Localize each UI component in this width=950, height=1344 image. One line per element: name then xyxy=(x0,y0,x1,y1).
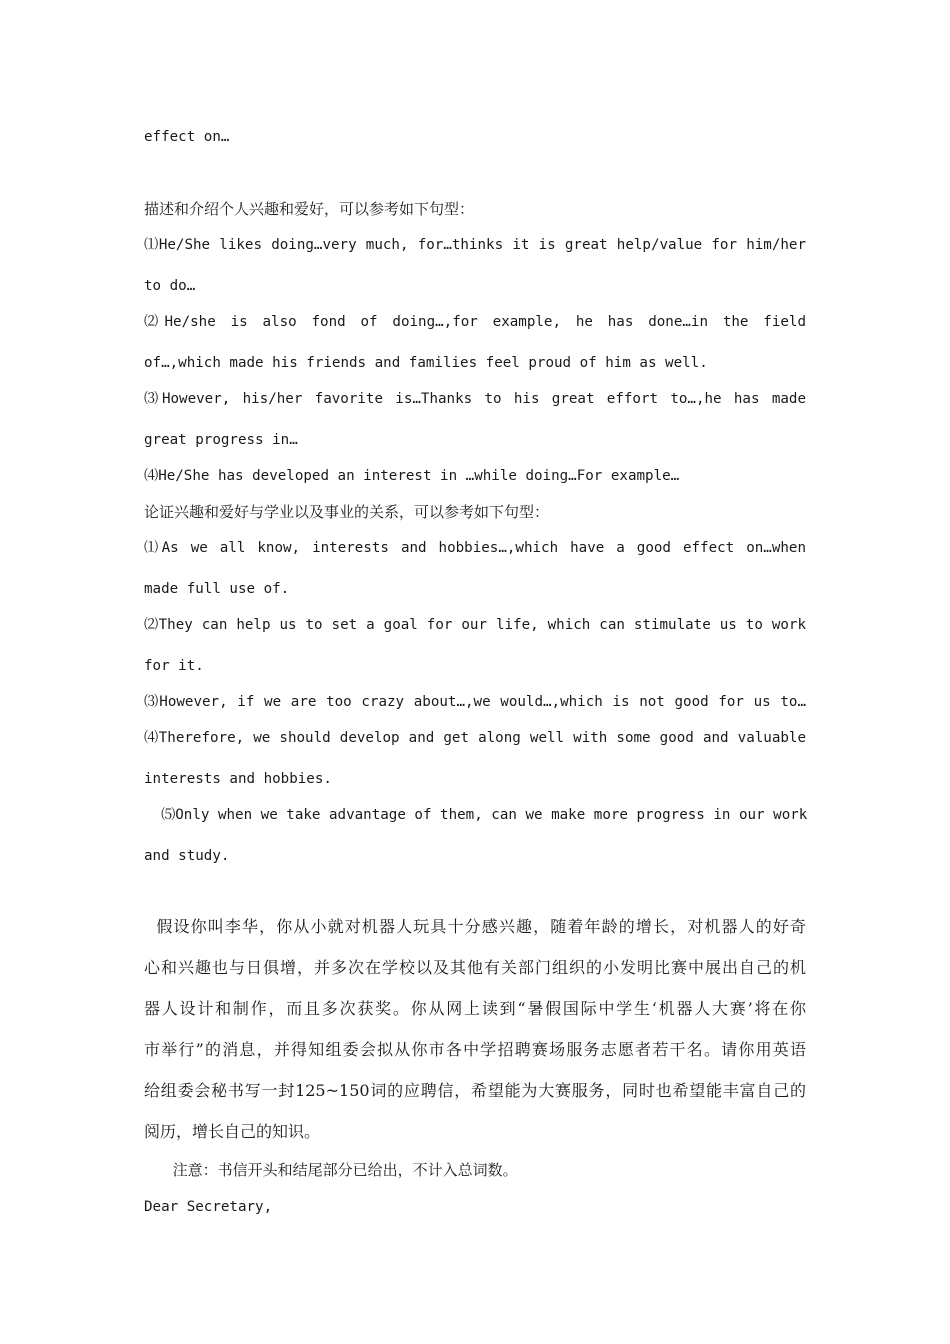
task-line-3: 器人设计和制作，而且多次获奖。你从网上读到“暑假国际中学生‘机器人大赛’将在你 xyxy=(144,999,806,1018)
section1-item3-line2: great progress in… xyxy=(144,432,298,448)
section2-item5-line2: and study. xyxy=(144,848,230,864)
section2-item4-line2: interests and hobbies. xyxy=(144,771,332,787)
section1-item2-line1: ⑵He/she is also fond of doing…,for example, he has done…in the field xyxy=(144,314,806,330)
section2-item3: ⑶However, if we are too crazy about…,we would…,which is not good for us to… xyxy=(144,694,807,710)
section2-item1-line1: ⑴As we all know, interests and hobbies…,which have a good effect on…when xyxy=(144,540,806,556)
section1-item3-line1: ⑶However, his/her favorite is…Thanks to his great effort to…,he has made xyxy=(144,391,806,407)
task-note: 注意：书信开头和结尾部分已给出，不计入总词数。 xyxy=(144,1161,518,1179)
task-line-4: 市举行”的消息，并得知组委会拟从你市各中学招聘赛场服务志愿者若干名。请你用英语 xyxy=(144,1040,806,1059)
section2-item2-line2: for it. xyxy=(144,658,204,674)
section2-item2-line1: ⑵They can help us to set a goal for our life, which can stimulate us to work xyxy=(144,617,806,633)
task-line-6: 阅历，增长自己的知识。 xyxy=(144,1122,321,1141)
section2-item1-line2: made full use of. xyxy=(144,581,290,597)
section1-item1-line1: ⑴He/She likes doing…very much, for…thinks it is great help/value for him/her xyxy=(144,237,806,253)
task-line-2: 心和兴趣也与日俱增，并多次在学校以及其他有关部门组织的小发明比赛中展出自己的机 xyxy=(144,958,806,977)
task-line-5: 给组委会秘书写一封125~150词的应聘信，希望能为大赛服务，同时也希望能丰富自己的 xyxy=(144,1081,806,1100)
section2-item5-line1: ⑸Only when we take advantage of them, can we make more progress in our work xyxy=(144,807,808,823)
section1-heading: 描述和介绍个人兴趣和爱好，可以参考如下句型： xyxy=(144,200,475,218)
letter-salutation: Dear Secretary, xyxy=(144,1199,273,1215)
section1-item1-line2: to do… xyxy=(144,278,196,294)
section1-item4: ⑷He/She has developed an interest in …while doing…For example… xyxy=(144,468,680,484)
section2-item4-line1: ⑷Therefore, we should develop and get along well with some good and valuable xyxy=(144,730,806,746)
section2-heading: 论证兴趣和爱好与学业以及事业的关系，可以参考如下句型： xyxy=(144,503,550,521)
section1-item2-line2: of…,which made his friends and families feel proud of him as well. xyxy=(144,355,708,371)
continuation-text: effect on… xyxy=(144,129,230,145)
task-line-1: 假设你叫李华，你从小就对机器人玩具十分感兴趣，随着年龄的增长，对机器人的好奇 xyxy=(144,917,806,936)
